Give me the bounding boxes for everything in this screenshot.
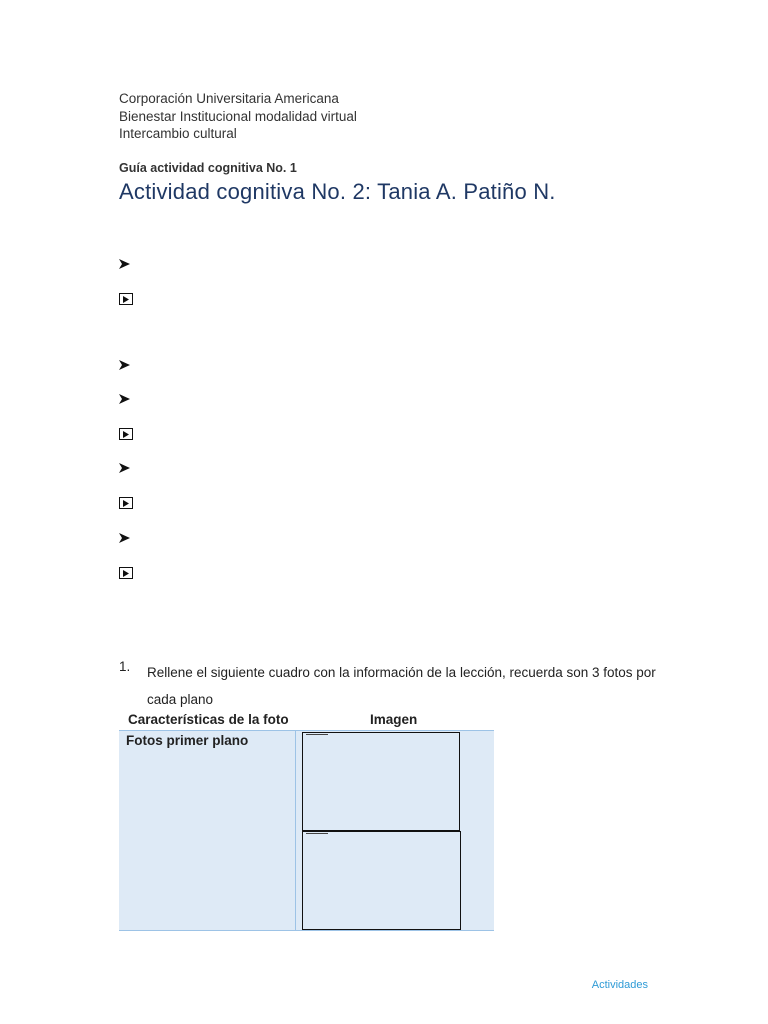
arrow-bullet-icon [119, 259, 133, 271]
play-box-icon [119, 497, 133, 509]
play-box-icon [119, 567, 133, 579]
page-title: Actividad cognitiva No. 2: Tania A. Patiño N. [119, 179, 556, 204]
table-column-divider [295, 731, 296, 931]
footer-label: Actividades [591, 979, 648, 991]
arrow-bullet-icon [119, 394, 133, 406]
play-box-icon [119, 428, 133, 440]
table-header-image: Imagen [370, 712, 418, 727]
image-placeholder [302, 732, 460, 831]
guide-subtitle: Guía actividad cognitiva No. 1 [119, 161, 297, 175]
institution-name: Corporación Universitaria Americana [119, 91, 339, 106]
table-row-label: Fotos primer plano [126, 733, 249, 748]
caption-mark [306, 833, 328, 834]
caption-mark [306, 734, 328, 735]
question-number: 1. [119, 659, 131, 674]
question-text: Rellene el siguiente cuadro con la información de la lección, recuerda son 3 fotos por cada plano [147, 665, 656, 707]
department-name: Bienestar Institucional modalidad virtual [119, 109, 357, 124]
arrow-bullet-icon [119, 533, 133, 545]
image-placeholder [302, 831, 461, 930]
table-header-characteristics: Características de la foto [128, 712, 289, 727]
program-name: Intercambio cultural [119, 126, 237, 141]
play-box-icon [119, 293, 133, 305]
arrow-bullet-icon [119, 360, 133, 372]
arrow-bullet-icon [119, 463, 133, 475]
